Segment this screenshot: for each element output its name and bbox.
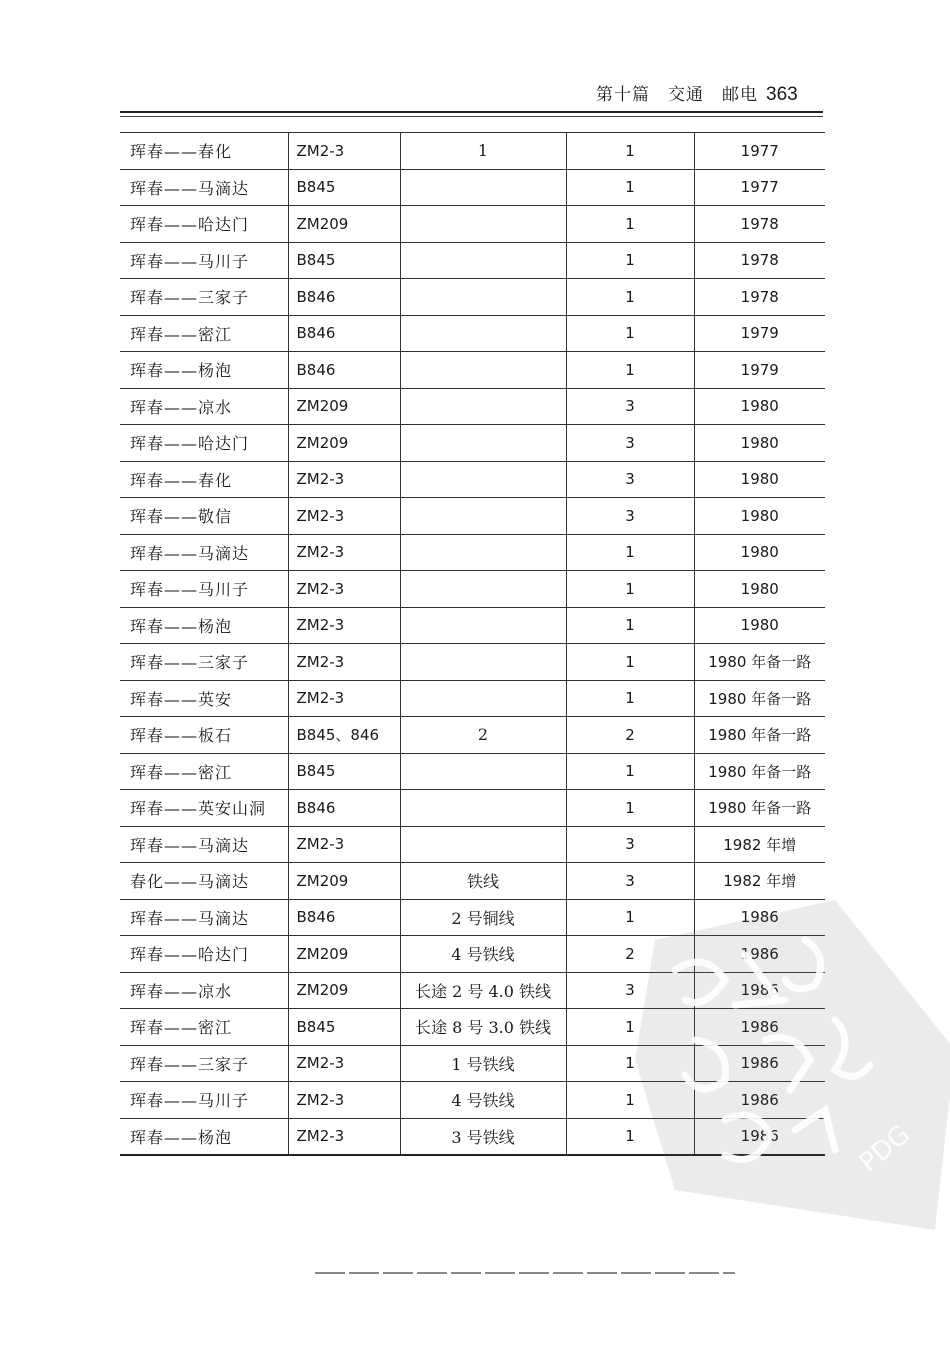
year-note-cell: 1980 xyxy=(694,534,825,571)
table-row xyxy=(120,133,825,170)
circuit-count-cell: 1 xyxy=(566,169,694,206)
circuit-count-cell: 1 xyxy=(566,242,694,279)
table-row xyxy=(120,753,825,790)
table-row xyxy=(120,169,825,206)
circuit-count-cell: 3 xyxy=(566,461,694,498)
wire-spec-cell xyxy=(400,425,566,462)
year-note-cell: 1980 xyxy=(694,607,825,644)
cable-type-cell: ZM209 xyxy=(288,425,400,462)
cable-type-cell: ZM2-3 xyxy=(288,1118,400,1155)
wire-spec-cell: 4 号铁线 xyxy=(400,1082,566,1119)
route-cell: 珲春——密江 xyxy=(120,753,288,790)
route-cell: 珲春——杨泡 xyxy=(120,352,288,389)
year-note-cell: 1986 xyxy=(694,972,825,1009)
section-title: 第十篇 交通 邮电 xyxy=(596,85,758,105)
circuit-count-cell: 1 xyxy=(566,790,694,827)
header-rule-thin xyxy=(120,116,823,117)
table-row xyxy=(120,607,825,644)
route-cell: 珲春——哈达门 xyxy=(120,936,288,973)
route-cell: 珲春——春化 xyxy=(120,461,288,498)
cable-type-cell: ZM209 xyxy=(288,936,400,973)
wire-spec-cell: 1 号铁线 xyxy=(400,1045,566,1082)
route-cell: 珲春——三家子 xyxy=(120,279,288,316)
cable-type-cell: ZM2-3 xyxy=(288,534,400,571)
route-cell: 珲春——杨泡 xyxy=(120,607,288,644)
cable-type-cell: ZM2-3 xyxy=(288,1082,400,1119)
wire-spec-cell xyxy=(400,644,566,681)
table-row xyxy=(120,279,825,316)
table-row xyxy=(120,717,825,754)
wire-spec-cell xyxy=(400,607,566,644)
cable-type-cell: ZM209 xyxy=(288,388,400,425)
wire-spec-cell: 2 号铜线 xyxy=(400,899,566,936)
year-note-cell: 1978 xyxy=(694,206,825,243)
cable-type-cell: ZM209 xyxy=(288,972,400,1009)
wire-spec-cell xyxy=(400,242,566,279)
circuit-count-cell: 1 xyxy=(566,206,694,243)
circuit-count-cell: 2 xyxy=(566,717,694,754)
circuit-count-cell: 1 xyxy=(566,899,694,936)
year-note-cell: 1980 xyxy=(694,461,825,498)
year-note-cell: 1980 xyxy=(694,571,825,608)
wire-spec-cell xyxy=(400,315,566,352)
circuit-count-cell: 1 xyxy=(566,133,694,170)
wire-spec-cell: 长途 8 号 3.0 铁线 xyxy=(400,1009,566,1046)
year-note-cell: 1982 年增 xyxy=(694,826,825,863)
cable-type-cell: B845 xyxy=(288,242,400,279)
circuit-count-cell: 1 xyxy=(566,753,694,790)
cable-type-cell: ZM2-3 xyxy=(288,680,400,717)
cable-type-cell: ZM2-3 xyxy=(288,461,400,498)
circuit-count-cell: 1 xyxy=(566,680,694,717)
watermark-text: PDG xyxy=(853,1119,916,1179)
route-cell: 珲春——马川子 xyxy=(120,571,288,608)
wire-spec-cell: 4 号铁线 xyxy=(400,936,566,973)
cable-type-cell: B845 xyxy=(288,753,400,790)
year-note-cell: 1980 xyxy=(694,388,825,425)
table-row xyxy=(120,790,825,827)
route-cell: 珲春——马川子 xyxy=(120,242,288,279)
table-row xyxy=(120,644,825,681)
table-row xyxy=(120,315,825,352)
table-row xyxy=(120,1082,825,1119)
wire-spec-cell xyxy=(400,534,566,571)
table-row xyxy=(120,899,825,936)
wire-spec-cell: 1 xyxy=(400,133,566,170)
route-cell: 珲春——哈达门 xyxy=(120,425,288,462)
table-row xyxy=(120,206,825,243)
route-cell: 珲春——英安山洞 xyxy=(120,790,288,827)
table-row xyxy=(120,1045,825,1082)
wire-spec-cell xyxy=(400,206,566,243)
wire-spec-cell: 3 号铁线 xyxy=(400,1118,566,1155)
cable-type-cell: ZM2-3 xyxy=(288,571,400,608)
table-row xyxy=(120,461,825,498)
route-cell: 珲春——杨泡 xyxy=(120,1118,288,1155)
circuit-count-cell: 3 xyxy=(566,498,694,535)
cable-type-cell: ZM2-3 xyxy=(288,607,400,644)
cable-type-cell: B846 xyxy=(288,315,400,352)
table-body xyxy=(120,133,825,1156)
year-note-cell: 1979 xyxy=(694,352,825,389)
year-note-cell: 1982 年增 xyxy=(694,863,825,900)
circuit-count-cell: 1 xyxy=(566,279,694,316)
circuit-count-cell: 1 xyxy=(566,644,694,681)
cable-type-cell: ZM2-3 xyxy=(288,1045,400,1082)
wire-spec-cell xyxy=(400,790,566,827)
wire-spec-cell xyxy=(400,680,566,717)
circuit-count-cell: 1 xyxy=(566,1009,694,1046)
carrier-line-table xyxy=(120,132,825,1156)
wire-spec-cell xyxy=(400,461,566,498)
circuit-count-cell: 1 xyxy=(566,1082,694,1119)
wire-spec-cell xyxy=(400,498,566,535)
running-header xyxy=(596,80,811,108)
route-cell: 珲春——密江 xyxy=(120,1009,288,1046)
circuit-count-cell: 3 xyxy=(566,425,694,462)
year-note-cell: 1978 xyxy=(694,242,825,279)
route-cell: 珲春——板石 xyxy=(120,717,288,754)
route-cell: 珲春——马川子 xyxy=(120,1082,288,1119)
year-note-cell: 1980 年备一路 xyxy=(694,790,825,827)
route-cell: 珲春——哈达门 xyxy=(120,206,288,243)
footer-rule xyxy=(315,1272,735,1274)
wire-spec-cell: 2 xyxy=(400,717,566,754)
table-row xyxy=(120,936,825,973)
route-cell: 珲春——春化 xyxy=(120,133,288,170)
cable-type-cell: B845 xyxy=(288,1009,400,1046)
circuit-count-cell: 3 xyxy=(566,826,694,863)
wire-spec-cell xyxy=(400,753,566,790)
route-cell: 珲春——三家子 xyxy=(120,644,288,681)
table-row xyxy=(120,242,825,279)
cable-type-cell: ZM2-3 xyxy=(288,133,400,170)
wire-spec-cell: 铁线 xyxy=(400,863,566,900)
circuit-count-cell: 3 xyxy=(566,388,694,425)
route-cell: 珲春——马滴达 xyxy=(120,534,288,571)
table-row xyxy=(120,1009,825,1046)
cable-type-cell: ZM2-3 xyxy=(288,644,400,681)
table-row xyxy=(120,534,825,571)
table-row xyxy=(120,425,825,462)
table-row xyxy=(120,498,825,535)
circuit-count-cell: 1 xyxy=(566,352,694,389)
year-note-cell: 1986 xyxy=(694,1082,825,1119)
table-row xyxy=(120,388,825,425)
circuit-count-cell: 3 xyxy=(566,863,694,900)
wire-spec-cell xyxy=(400,826,566,863)
circuit-count-cell: 2 xyxy=(566,936,694,973)
cable-type-cell: ZM209 xyxy=(288,863,400,900)
circuit-count-cell: 1 xyxy=(566,315,694,352)
year-note-cell: 1986 xyxy=(694,1009,825,1046)
route-cell: 珲春——马滴达 xyxy=(120,826,288,863)
year-note-cell: 1980 xyxy=(694,498,825,535)
cable-type-cell: B846 xyxy=(288,352,400,389)
route-cell: 珲春——密江 xyxy=(120,315,288,352)
year-note-cell: 1978 xyxy=(694,279,825,316)
year-note-cell: 1986 xyxy=(694,1045,825,1082)
cable-type-cell: ZM2-3 xyxy=(288,826,400,863)
year-note-cell: 1986 xyxy=(694,899,825,936)
route-cell: 春化——马滴达 xyxy=(120,863,288,900)
cable-type-cell: B846 xyxy=(288,899,400,936)
wire-spec-cell xyxy=(400,352,566,389)
table-row xyxy=(120,352,825,389)
route-cell: 珲春——敬信 xyxy=(120,498,288,535)
year-note-cell: 1977 xyxy=(694,133,825,170)
circuit-count-cell: 3 xyxy=(566,972,694,1009)
route-cell: 珲春——英安 xyxy=(120,680,288,717)
circuit-count-cell: 1 xyxy=(566,534,694,571)
table-row xyxy=(120,972,825,1009)
route-cell: 珲春——马滴达 xyxy=(120,899,288,936)
wire-spec-cell xyxy=(400,571,566,608)
table-row xyxy=(120,571,825,608)
circuit-count-cell: 1 xyxy=(566,607,694,644)
year-note-cell: 1980 年备一路 xyxy=(694,680,825,717)
cable-type-cell: ZM2-3 xyxy=(288,498,400,535)
circuit-count-cell: 1 xyxy=(566,1118,694,1155)
wire-spec-cell xyxy=(400,169,566,206)
route-cell: 珲春——马滴达 xyxy=(120,169,288,206)
cable-type-cell: B845、846 xyxy=(288,717,400,754)
year-note-cell: 1977 xyxy=(694,169,825,206)
wire-spec-cell: 长途 2 号 4.0 铁线 xyxy=(400,972,566,1009)
table-row xyxy=(120,863,825,900)
year-note-cell: 1986 xyxy=(694,936,825,973)
route-cell: 珲春——三家子 xyxy=(120,1045,288,1082)
header-rule-thick xyxy=(120,111,823,113)
table-row xyxy=(120,680,825,717)
page-number: 363 xyxy=(766,84,798,105)
table-row xyxy=(120,1118,825,1155)
cable-type-cell: B846 xyxy=(288,279,400,316)
cable-type-cell: B846 xyxy=(288,790,400,827)
route-cell: 珲春——凉水 xyxy=(120,388,288,425)
year-note-cell: 1979 xyxy=(694,315,825,352)
year-note-cell: 1980 年备一路 xyxy=(694,644,825,681)
year-note-cell: 1986 xyxy=(694,1118,825,1155)
year-note-cell: 1980 年备一路 xyxy=(694,753,825,790)
circuit-count-cell: 1 xyxy=(566,1045,694,1082)
cable-type-cell: ZM209 xyxy=(288,206,400,243)
table-row xyxy=(120,826,825,863)
year-note-cell: 1980 年备一路 xyxy=(694,717,825,754)
wire-spec-cell xyxy=(400,388,566,425)
cable-type-cell: B845 xyxy=(288,169,400,206)
route-cell: 珲春——凉水 xyxy=(120,972,288,1009)
circuit-count-cell: 1 xyxy=(566,571,694,608)
wire-spec-cell xyxy=(400,279,566,316)
year-note-cell: 1980 xyxy=(694,425,825,462)
